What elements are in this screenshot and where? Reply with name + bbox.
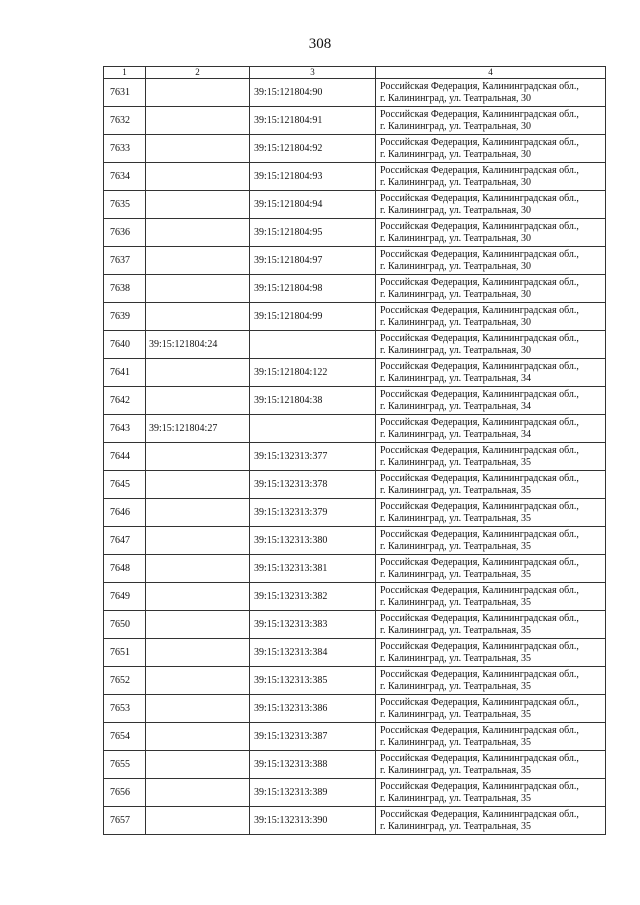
table-row [104,275,606,303]
address-line-1: Российская Федерация, Калининградская обл., [380,276,579,288]
table-row [104,583,606,611]
row-number: 7657 [104,807,146,835]
cadastral-number: 39:15:121804:38 [250,387,376,415]
table-row [104,415,606,443]
address-line-1: Российская Федерация, Калининградская обл., [380,164,579,176]
address-line-2: г. Калининград, ул. Театральная, 34 [380,400,532,412]
row-number: 7650 [104,611,146,639]
parent-cadastral-number [146,499,250,527]
address-line-1: Российская Федерация, Калининградская обл., [380,780,579,792]
address-line-2: г. Калининград, ул. Театральная, 35 [380,764,532,776]
table-row [104,443,606,471]
cadastral-number: 39:15:132313:377 [250,443,376,471]
table-row [104,667,606,695]
cadastral-number: 39:15:121804:94 [250,191,376,219]
row-number: 7652 [104,667,146,695]
parent-cadastral-number [146,387,250,415]
address-line-2: г. Калининград, ул. Театральная, 35 [380,652,532,664]
parent-cadastral-number [146,639,250,667]
address-line-2: г. Калининград, ул. Театральная, 35 [380,792,532,804]
table-row [104,527,606,555]
address-cell [376,695,606,723]
address-cell [376,359,606,387]
address-cell [376,723,606,751]
cadastral-number: 39:15:121804:99 [250,303,376,331]
cadastral-number: 39:15:132313:384 [250,639,376,667]
address-cell [376,219,606,247]
table-row [104,611,606,639]
row-number: 7631 [104,79,146,107]
row-number: 7654 [104,723,146,751]
row-number: 7637 [104,247,146,275]
row-number: 7632 [104,107,146,135]
cadastral-number: 39:15:121804:91 [250,107,376,135]
address-line-2: г. Калининград, ул. Театральная, 35 [380,736,532,748]
parent-cadastral-number [146,583,250,611]
address-cell [376,79,606,107]
row-number: 7643 [104,415,146,443]
address-line-1: Российская Федерация, Калининградская обл., [380,192,579,204]
address-line-1: Российская Федерация, Калининградская обл., [380,584,579,596]
row-number: 7651 [104,639,146,667]
parent-cadastral-number [146,163,250,191]
header-col-3: 3 [250,67,376,79]
cadastral-number: 39:15:121804:90 [250,79,376,107]
parent-cadastral-number [146,695,250,723]
table-row [104,331,606,359]
address-cell [376,667,606,695]
cadastral-number: 39:15:121804:93 [250,163,376,191]
address-cell [376,583,606,611]
table-body [104,79,606,835]
cadastral-number: 39:15:132313:379 [250,499,376,527]
cadastral-number: 39:15:121804:122 [250,359,376,387]
address-line-2: г. Калининград, ул. Театральная, 30 [380,120,532,132]
cadastral-number: 39:15:121804:92 [250,135,376,163]
row-number: 7633 [104,135,146,163]
cadastral-number [250,331,376,359]
parent-cadastral-number [146,779,250,807]
table-row [104,191,606,219]
address-line-1: Российская Федерация, Калининградская обл., [380,388,579,400]
header-col-1: 1 [104,67,146,79]
parent-cadastral-number [146,135,250,163]
address-line-2: г. Калининград, ул. Театральная, 30 [380,344,532,356]
address-line-1: Российская Федерация, Калининградская обл., [380,612,579,624]
parent-cadastral-number [146,611,250,639]
address-line-2: г. Калининград, ул. Театральная, 30 [380,176,532,188]
address-cell [376,135,606,163]
address-line-2: г. Калининград, ул. Театральная, 35 [380,624,532,636]
address-cell [376,331,606,359]
address-line-1: Российская Федерация, Калининградская обл., [380,220,579,232]
address-cell [376,275,606,303]
address-cell [376,639,606,667]
row-number: 7636 [104,219,146,247]
address-line-1: Российская Федерация, Калининградская обл., [380,696,579,708]
row-number: 7656 [104,779,146,807]
parent-cadastral-number [146,555,250,583]
table-row [104,219,606,247]
parent-cadastral-number [146,303,250,331]
page-number: 308 [308,36,332,52]
address-line-2: г. Калининград, ул. Театральная, 35 [380,820,532,832]
parent-cadastral-number [146,359,250,387]
parent-cadastral-number [146,79,250,107]
address-line-2: г. Калининград, ул. Театральная, 30 [380,232,532,244]
cadastral-number: 39:15:121804:95 [250,219,376,247]
parent-cadastral-number [146,247,250,275]
row-number: 7639 [104,303,146,331]
table-row [104,107,606,135]
address-line-1: Российская Федерация, Калининградская обл., [380,556,579,568]
address-cell [376,555,606,583]
cadastral-number: 39:15:132313:380 [250,527,376,555]
parent-cadastral-number [146,527,250,555]
parent-cadastral-number [146,667,250,695]
parent-cadastral-number [146,751,250,779]
address-cell [376,163,606,191]
cadastral-number: 39:15:121804:98 [250,275,376,303]
address-line-1: Российская Федерация, Калининградская обл., [380,472,579,484]
address-line-1: Российская Федерация, Калининградская обл., [380,444,579,456]
parent-cadastral-number: 39:15:121804:24 [146,331,250,359]
table-row [104,555,606,583]
address-line-2: г. Калининград, ул. Театральная, 30 [380,288,532,300]
address-line-2: г. Калининград, ул. Театральная, 30 [380,148,532,160]
address-cell [376,191,606,219]
address-line-1: Российская Федерация, Калининградская обл., [380,500,579,512]
parent-cadastral-number [146,191,250,219]
table-row [104,471,606,499]
row-number: 7647 [104,527,146,555]
row-number: 7635 [104,191,146,219]
table-row [104,723,606,751]
cadastral-number: 39:15:132313:382 [250,583,376,611]
address-line-2: г. Калининград, ул. Театральная, 35 [380,680,532,692]
address-line-2: г. Калининград, ул. Театральная, 30 [380,92,532,104]
address-cell [376,443,606,471]
cadastral-number: 39:15:132313:378 [250,471,376,499]
cadastral-number: 39:15:132313:383 [250,611,376,639]
header-col-2: 2 [146,67,250,79]
registry-table [103,66,606,835]
address-line-1: Российская Федерация, Калининградская обл., [380,108,579,120]
address-line-2: г. Калининград, ул. Театральная, 35 [380,596,532,608]
table-row [104,303,606,331]
parent-cadastral-number [146,807,250,835]
cadastral-number [250,415,376,443]
address-cell [376,107,606,135]
table-row [104,639,606,667]
parent-cadastral-number [146,219,250,247]
address-line-1: Российская Федерация, Калининградская обл., [380,248,579,260]
parent-cadastral-number [146,107,250,135]
address-line-2: г. Калининград, ул. Театральная, 35 [380,568,532,580]
parent-cadastral-number [146,443,250,471]
row-number: 7638 [104,275,146,303]
parent-cadastral-number [146,471,250,499]
table-row [104,79,606,107]
address-cell [376,471,606,499]
address-line-1: Российская Федерация, Калининградская обл., [380,528,579,540]
cadastral-number: 39:15:132313:389 [250,779,376,807]
address-cell [376,387,606,415]
address-cell [376,807,606,835]
address-line-1: Российская Федерация, Калининградская обл., [380,360,579,372]
address-line-2: г. Калининград, ул. Театральная, 34 [380,372,532,384]
parent-cadastral-number [146,723,250,751]
address-line-2: г. Калининград, ул. Театральная, 35 [380,708,532,720]
address-line-2: г. Калининград, ул. Театральная, 35 [380,512,532,524]
address-line-1: Российская Федерация, Калининградская обл., [380,332,579,344]
address-cell [376,527,606,555]
address-line-1: Российская Федерация, Калининградская обл., [380,724,579,736]
table-row [104,387,606,415]
row-number: 7641 [104,359,146,387]
table-row [104,135,606,163]
header-row [104,67,606,79]
row-number: 7646 [104,499,146,527]
row-number: 7653 [104,695,146,723]
address-line-2: г. Калининград, ул. Театральная, 35 [380,456,532,468]
address-cell [376,303,606,331]
cadastral-number: 39:15:132313:381 [250,555,376,583]
address-line-2: г. Калининград, ул. Театральная, 35 [380,484,532,496]
address-line-1: Российская Федерация, Калининградская обл., [380,80,579,92]
row-number: 7655 [104,751,146,779]
address-cell [376,779,606,807]
address-cell [376,499,606,527]
parent-cadastral-number [146,275,250,303]
row-number: 7644 [104,443,146,471]
address-line-1: Российская Федерация, Калининградская обл., [380,640,579,652]
address-line-2: г. Калининград, ул. Театральная, 30 [380,260,532,272]
table-row [104,807,606,835]
row-number: 7648 [104,555,146,583]
cadastral-number: 39:15:132313:387 [250,723,376,751]
address-line-1: Российская Федерация, Калининградская обл., [380,668,579,680]
address-cell [376,611,606,639]
cadastral-number: 39:15:132313:390 [250,807,376,835]
row-number: 7645 [104,471,146,499]
address-line-1: Российская Федерация, Калининградская обл., [380,416,579,428]
address-line-2: г. Калининград, ул. Театральная, 34 [380,428,532,440]
address-line-1: Российская Федерация, Калининградская обл., [380,136,579,148]
address-cell [376,415,606,443]
address-line-2: г. Калининград, ул. Театральная, 30 [380,204,532,216]
address-cell [376,247,606,275]
cadastral-number: 39:15:132313:388 [250,751,376,779]
parent-cadastral-number: 39:15:121804:27 [146,415,250,443]
table-row [104,247,606,275]
address-line-2: г. Калининград, ул. Театральная, 35 [380,540,532,552]
table-row [104,163,606,191]
table-row [104,695,606,723]
header-col-4: 4 [376,67,606,79]
cadastral-number: 39:15:121804:97 [250,247,376,275]
row-number: 7642 [104,387,146,415]
address-line-1: Российская Федерация, Калининградская обл., [380,808,579,820]
row-number: 7634 [104,163,146,191]
table-row [104,359,606,387]
cadastral-number: 39:15:132313:386 [250,695,376,723]
address-line-1: Российская Федерация, Калининградская обл., [380,304,579,316]
table-row [104,779,606,807]
row-number: 7640 [104,331,146,359]
cadastral-number: 39:15:132313:385 [250,667,376,695]
address-cell [376,751,606,779]
row-number: 7649 [104,583,146,611]
table-row [104,499,606,527]
address-line-1: Российская Федерация, Калининградская обл., [380,752,579,764]
address-line-2: г. Калининград, ул. Театральная, 30 [380,316,532,328]
table-row [104,751,606,779]
